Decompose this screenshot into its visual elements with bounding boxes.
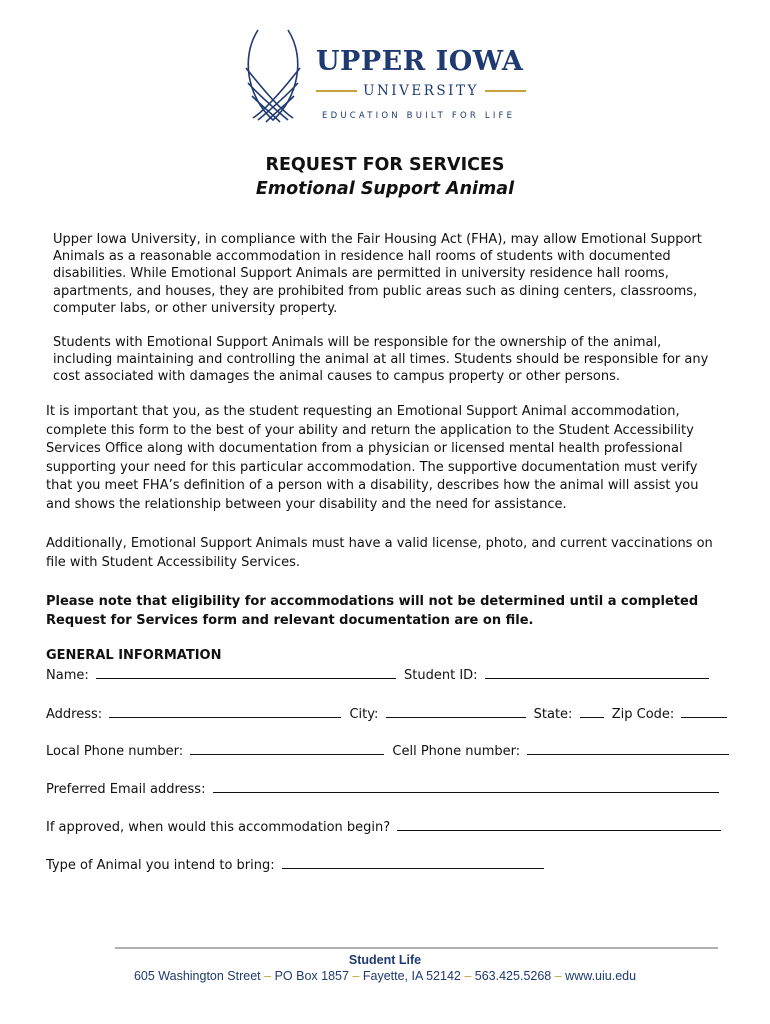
name-field[interactable]: [96, 666, 396, 679]
instructions-paragraph: It is important that you, as the student requesting an Emotional Support Animal accommodation, complete this form to the best of your ability and return the application to the Student Accessibility Services Office along with documentation from a physician or licensed mental health professional supporting your need for this particular accommodation. The supportive documentation must verify that you meet FHA’s definition of a person with a disability, describes how the animal will assist you and shows the relationship between your disability and the need for assistance.: [46, 404, 699, 512]
footer-street: 605 Washington Street: [133, 969, 261, 983]
footer-city: Fayette, IA 52142: [362, 969, 461, 983]
state-label: State:: [533, 707, 573, 722]
start-date-label: If approved, when would this accommodation begin?: [46, 820, 391, 835]
general-information-heading: GENERAL INFORMATION: [46, 648, 222, 663]
responsibility-paragraph: Students with Emotional Support Animals will be responsible for the ownership of the animal, including maintaining and controlling the animal at all times. Students should be responsible for any cost associated with damages the animal causes to campus property or other persons.: [53, 335, 709, 385]
zip-code-field[interactable]: [681, 705, 727, 718]
cell-phone-field[interactable]: [527, 742, 729, 755]
logo-right-rule: [485, 90, 526, 92]
footer-separator: –: [464, 969, 472, 983]
page-title: REQUEST FOR SERVICES: [265, 155, 505, 175]
intro-paragraph: Upper Iowa University, in compliance with the Fair Housing Act (FHA), may allow Emotional Support Animals as a reasonable accommodation in residence hall rooms of students with documented disabilities. While Emotional Support Animals are permitted in university residence hall rooms, apartments, and houses, they are prohibited from public areas such as dining centers, classrooms, computer labs, or other university property.: [53, 232, 702, 316]
logo-tagline: EDUCATION BUILT FOR LIFE: [322, 111, 516, 121]
name-row: [46, 666, 713, 683]
page-subtitle: Emotional Support Animal: [255, 179, 515, 199]
footer-separator: –: [554, 969, 562, 983]
animal-type-label: Type of Animal you intend to bring:: [46, 858, 275, 873]
address-label: Address:: [46, 707, 103, 722]
start-date-row: [46, 818, 725, 835]
requirements-paragraph: Additionally, Emotional Support Animals must have a valid license, photo, and current vaccinations on file with Student Accessibility Services.: [46, 536, 713, 570]
student-id-field[interactable]: [485, 666, 709, 679]
logo-name-line2-row: [316, 82, 526, 100]
city-field[interactable]: [386, 705, 526, 718]
animal-type-field[interactable]: [282, 856, 544, 869]
zip-code-label: Zip Code:: [611, 707, 675, 722]
footer-divider: [115, 947, 718, 949]
footer-phone: 563.425.5268: [474, 969, 552, 983]
name-label: Name:: [46, 668, 89, 683]
footer-po-box: PO Box 1857: [274, 969, 349, 983]
logo-left-rule: [316, 90, 357, 92]
footer-separator: –: [264, 969, 272, 983]
logo-name-line1: UPPER IOWA: [316, 46, 524, 77]
address-row: [46, 705, 731, 722]
footer-separator: –: [352, 969, 360, 983]
university-logo: [238, 28, 538, 128]
start-date-field[interactable]: [397, 818, 721, 831]
local-phone-field[interactable]: [190, 742, 384, 755]
footer-address: [0, 969, 770, 983]
footer-website-link[interactable]: www.uiu.edu: [565, 969, 637, 983]
student-id-label: Student ID:: [404, 668, 478, 683]
footer-department: Student Life: [348, 953, 422, 967]
email-label: Preferred Email address:: [46, 782, 206, 797]
phone-row: [46, 742, 733, 759]
eligibility-notice: Please note that eligibility for accommodations will not be determined until a completed Request for Services form and relevant documentation are on file.: [46, 594, 699, 628]
state-field[interactable]: [580, 705, 604, 718]
address-field[interactable]: [109, 705, 341, 718]
cell-phone-label: Cell Phone number:: [392, 744, 521, 759]
logo-emblem-icon: [238, 28, 308, 128]
logo-name-line2: UNIVERSITY: [363, 83, 479, 99]
animal-type-row: [46, 856, 548, 873]
email-field[interactable]: [213, 780, 719, 793]
email-row: [46, 780, 723, 797]
city-label: City:: [349, 707, 379, 722]
local-phone-label: Local Phone number:: [46, 744, 184, 759]
